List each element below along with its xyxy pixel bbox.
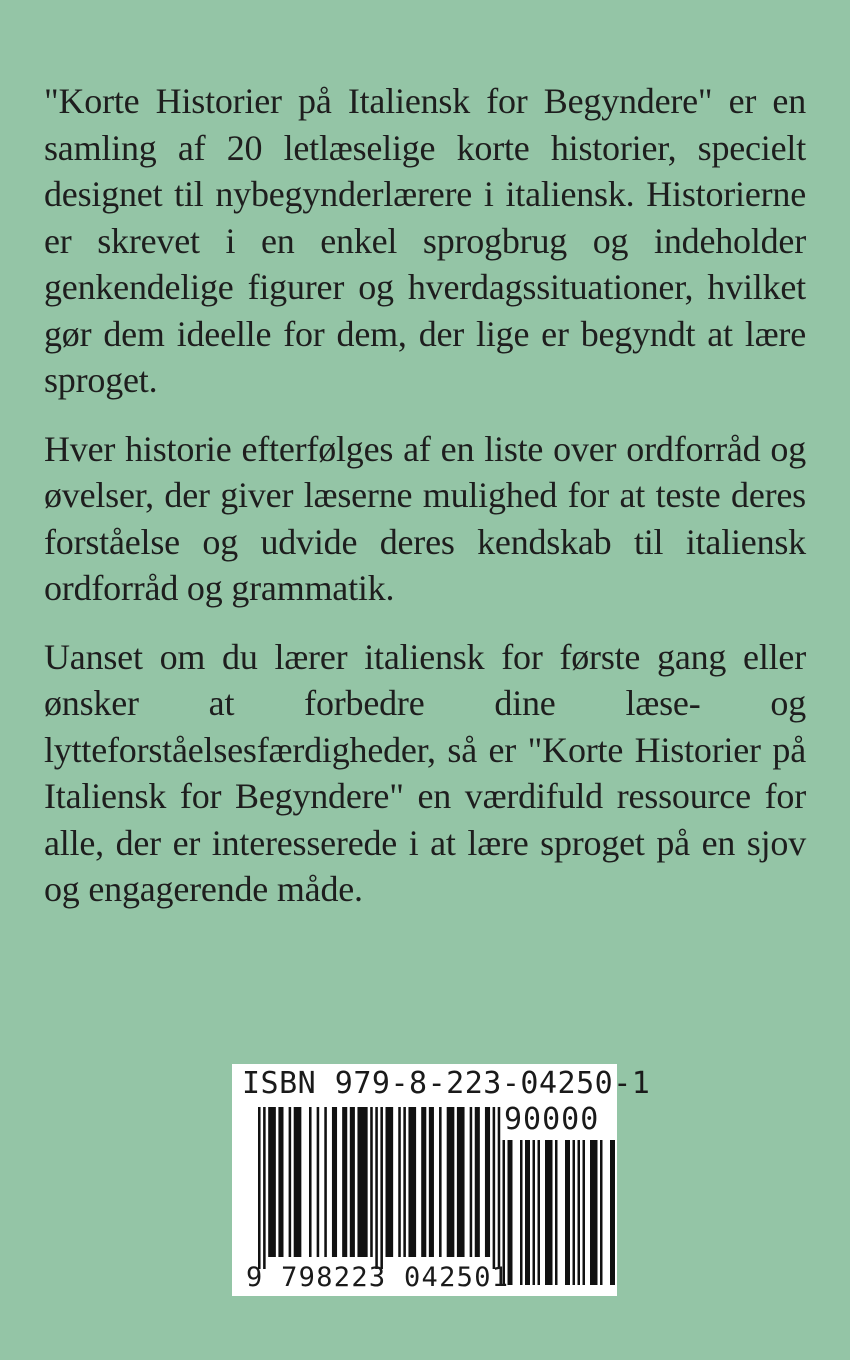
barcode-bar [278, 1107, 283, 1257]
barcode-bar [309, 1107, 312, 1257]
barcode-bar [590, 1140, 598, 1285]
barcode-bar [421, 1107, 426, 1257]
barcode-bar [370, 1107, 373, 1257]
barcode-bar [475, 1107, 480, 1257]
book-description [44, 78, 806, 935]
description-paragraph-1: "Korte Historier på Italiensk for Begyndere" er en samling af 20 letlæselige korte historier, specielt designet til nybegynderlærere i italiensk. Historierne er skrevet i en enkel sprogbrug og indeholder genkendelige figurer og hverdagssituationer, hvilket gør dem ideelle for dem, der lige er begyndt at lære sproget. [44, 81, 806, 400]
barcode-bar [398, 1107, 401, 1257]
price-code: 90000 [504, 1102, 600, 1137]
barcode-bar [583, 1140, 586, 1285]
barcode-bar [565, 1140, 570, 1285]
barcode-bar [294, 1107, 302, 1257]
barcode-bar [289, 1107, 292, 1257]
description-paragraph-2: Hver historie efterfølges af en liste over ordforråd og øvelser, der giver læserne mulighed for at teste deres forståelse og udvide deres kendskab til italiensk ordforråd og grammatik. [44, 428, 806, 608]
barcode-bar [610, 1140, 615, 1285]
barcode-bar [439, 1107, 442, 1257]
barcode-bar [357, 1107, 367, 1257]
barcode-bar [447, 1107, 455, 1257]
barcode-bar [332, 1107, 337, 1257]
barcode-bar [498, 1107, 501, 1269]
barcode-bar [520, 1140, 523, 1285]
barcode-bar [533, 1140, 536, 1285]
ean-digits: 9 798223 042501 [246, 1262, 510, 1293]
barcode-bar [545, 1140, 553, 1285]
barcode-bar [485, 1107, 490, 1257]
barcode-bar [375, 1107, 378, 1269]
description-paragraph-3: Uanset om du lærer italiensk for første gang eller ønsker at forbedre dine læse- og lytteforståelsesfærdigheder, så er "Korte Historier på Italiensk for Begyndere" en værdifuld ressource for alle, der er interesserede i at lære sproget på en sjov og engagerende måde. [44, 636, 806, 909]
barcode-bar [538, 1140, 541, 1285]
barcode-bar [317, 1107, 320, 1257]
barcode-bar [429, 1107, 434, 1257]
barcode-bar [342, 1107, 347, 1257]
isbn-label: ISBN 979-8-223-04250-1 [242, 1066, 651, 1101]
barcode-bar [386, 1107, 394, 1257]
barcode-bar [258, 1107, 261, 1269]
barcode-bar [380, 1107, 383, 1269]
barcode-bar [263, 1107, 266, 1269]
barcode-bar [578, 1140, 581, 1285]
barcode-bar [493, 1107, 496, 1269]
isbn-barcode [232, 1064, 651, 1296]
barcode-bar [324, 1107, 327, 1257]
barcode-bar [600, 1140, 603, 1285]
barcode-bar [470, 1107, 473, 1257]
barcode-bar [525, 1140, 530, 1285]
barcode-bar [573, 1140, 576, 1285]
barcode-bar [350, 1107, 355, 1257]
barcode-bar [268, 1107, 276, 1257]
barcode-bar [555, 1140, 558, 1285]
barcode-bar [403, 1107, 406, 1257]
barcode-bar [457, 1107, 465, 1257]
barcode-bar [408, 1107, 416, 1257]
